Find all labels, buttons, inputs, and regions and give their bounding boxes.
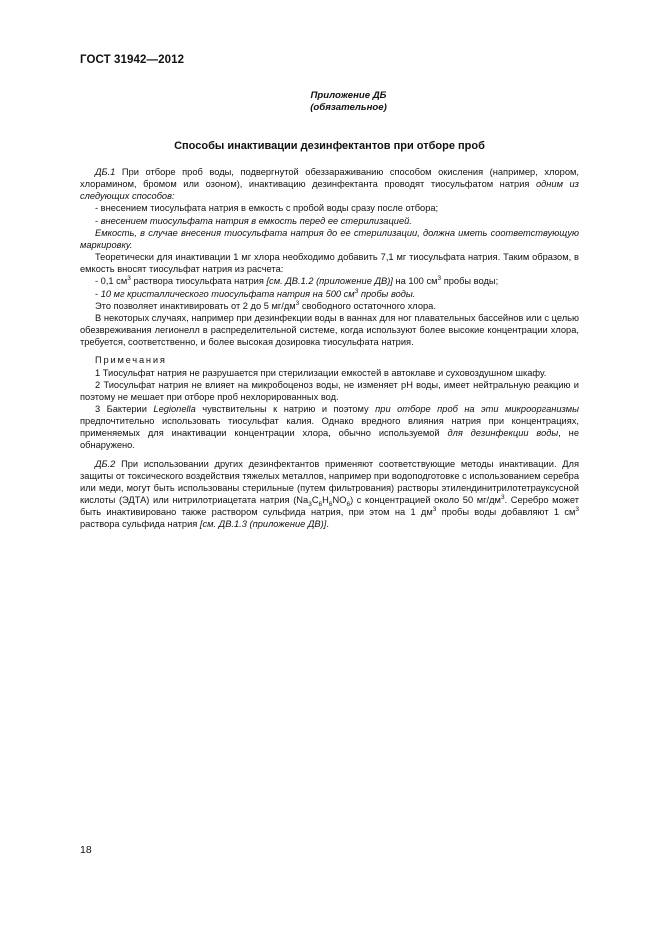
note-2: 2 Тиосульфат натрия не влияет на микробоценоз воды, не изменяет pH воды, имеет нейтральную реакцию и поэтому не мешает при отборе проб нехлорированных вод. bbox=[80, 379, 579, 402]
list-item: - 0,1 $см^3$ раствора тиосульфата натрия [см. ДВ.1.2 (приложение ДВ)] на 100 $см^3$ пробы воды; bbox=[95, 275, 499, 287]
document-body bbox=[80, 166, 579, 531]
document-code: ГОСТ 31942—2012 bbox=[80, 54, 185, 66]
clause-number: ДБ.2 bbox=[95, 458, 116, 469]
notes-heading: Примечания bbox=[95, 355, 167, 366]
appendix-heading bbox=[0, 90, 661, 114]
paragraph-db1: ДБ.1 При отборе проб воды, подвергнутой обеззараживанию способом окисления (например, хлором, хлорамином, бромом или озоном), инактивацию дезинфектанта проводят тиосульфатом натрия одним из следующих способов: bbox=[80, 167, 579, 202]
note-1: 1 Тиосульфат натрия не разрушается при стерилизации емкостей в автоклаве и суховоздушном шкафу. bbox=[95, 367, 547, 378]
list-item: - внесением тиосульфата натрия в емкость с пробой воды сразу после отбора; bbox=[95, 203, 439, 214]
clause-number: ДБ.1 bbox=[95, 167, 116, 177]
paragraph-cases: В некоторых случаях, например при дезинфекции воды в ваннах для ног плавательных бассейнов или с целью обезвреживания легионелл в распределительной системе, когда используют более высокие концентрации хлора, требуется, соответственно, и более высокая дозировка тиосульфата натрия. bbox=[80, 312, 579, 348]
paragraph-allows: Это позволяет инактивировать от 2 до 5 $мг/дм^3$ свободного остаточного хлора. bbox=[95, 299, 436, 311]
list-item: - внесением тиосульфата натрия в емкость перед ее стерилизацией. bbox=[95, 215, 412, 226]
note-3: 3 Бактерии Legionella чувствительны к натрию и поэтому при отборе проб на эти микроорганизмы предпочтительно использовать тиосульфат калия. Однако вредного влияния натрия при концентрациях, применяемых для инактивации концентрации хлора, обычно используемой для дезинфекции воды, не обнаружено. bbox=[80, 403, 579, 451]
paragraph-theory: Теоретически для инактивации 1 мг хлора необходимо добавить 7,1 мг тиосульфата натрия. Таким образом, в емкость вносят тиосульфат натрия из расчета: bbox=[80, 252, 579, 275]
appendix-status: (обязательное) bbox=[310, 102, 387, 113]
paragraph-db2: ДБ.2 При использовании других дезинфектантов применяют соответствующие методы инактивации. Для защиты от токсического воздействия тяжелых металлов, например при водоподготовке с использованием серебра или меди, могут быть использованы стерильные (путем фильтрования) растворы этилендинитрилотетрауксусной кислоты (ЭДТА) или нитрилотриацетата натрия $(Na_3C_6H_6NO_6)$ с концентрацией около 50 $мг/дм^3$. Серебро может быть инактивировано также раствором сульфида натрия, при этом на 1 $дм^3$ пробы воды добавляют 1 $см^3$ раствора сульфида натрия [см. ДВ.1.3 (приложение ДВ)]. bbox=[80, 458, 579, 530]
list-item: - 10 мг кристаллического тиосульфата натрия на 500 $см^3$ пробы воды. bbox=[95, 287, 416, 299]
page-number: 18 bbox=[80, 844, 92, 856]
container-note: Емкость, в случае внесения тиосульфата натрия до ее стерилизации, должна иметь соответствующую маркировку. bbox=[80, 227, 579, 250]
section-title: Способы инактивации дезинфектантов при отборе проб bbox=[174, 140, 485, 152]
appendix-label: Приложение ДБ bbox=[310, 90, 387, 101]
